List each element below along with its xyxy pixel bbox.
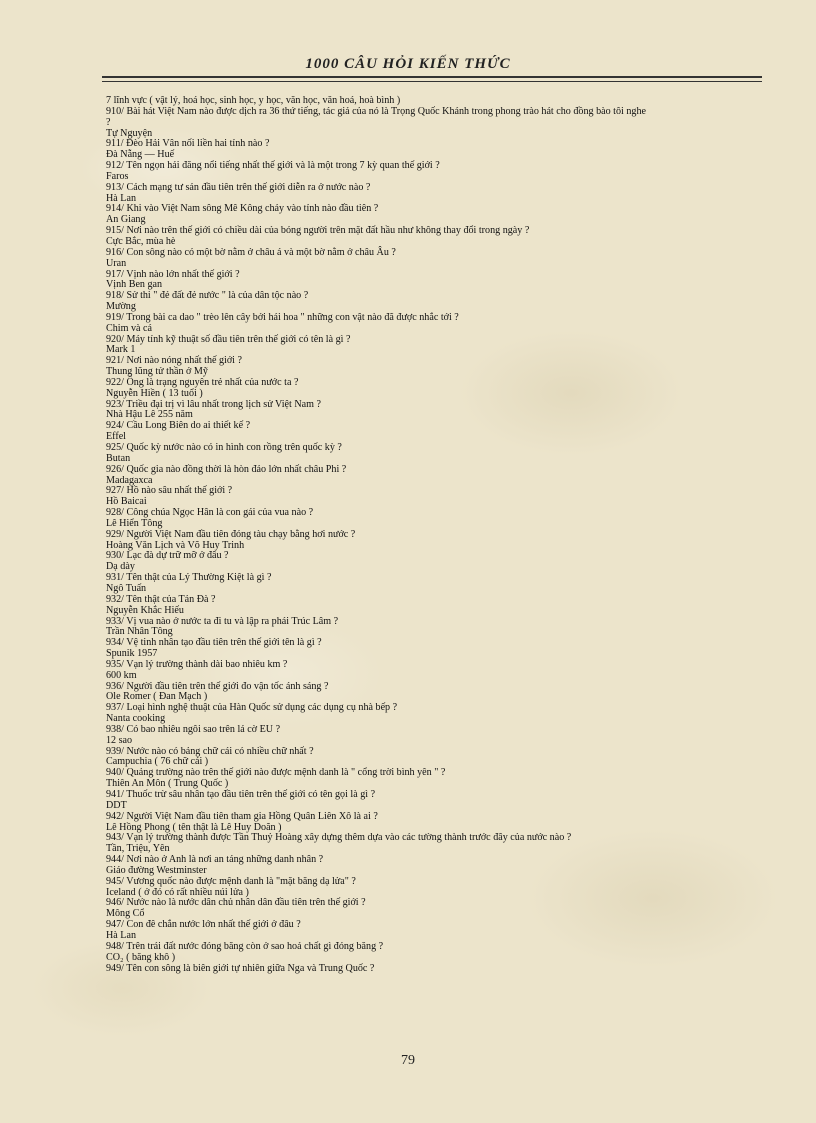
text-line: Đà Nẵng — Huế	[106, 149, 175, 161]
text-line: Tần, Triệu, Yên	[106, 843, 170, 855]
text-line: Nanta cooking	[106, 713, 166, 725]
text-line: 917/ Vịnh nào lớn nhất thế giới ?	[106, 268, 240, 280]
text-line: 910/ Bài hát Việt Nam nào được dịch ra 36 thứ tiếng, tác giả của nó là Trọng Quốc Khánh trong phong trào hát cho đồng bào tôi nghe	[106, 105, 646, 117]
text-line: Tự Nguyện	[106, 127, 153, 139]
text-line: 928/ Công chúa Ngọc Hân là con gái của vua nào ?	[106, 507, 314, 519]
text-line: 918/ Sử thi " đẻ đất đẻ nước " là của dân tộc nào ?	[106, 290, 309, 302]
text-line: Uran	[106, 257, 127, 269]
text-line: 919/ Trong bài ca dao " trèo lên cây bởi hái hoa " những con vật nào đã được nhắc tới ?	[106, 311, 459, 323]
text-line: Hà Lan	[106, 192, 136, 204]
text-line: 935/ Vạn lý trường thành dài bao nhiêu km ?	[106, 658, 288, 670]
text-line: 936/ Người đầu tiên trên thế giới đo vận tốc ánh sáng ?	[106, 680, 329, 692]
text-line: 932/ Tên thật của Tản Đà ?	[106, 593, 216, 605]
text-line: Chim và cá	[106, 322, 152, 334]
text-line: 946/ Nước nào là nước dân chủ nhân dân đầu tiên trên thế giới ?	[106, 897, 366, 909]
text-line: 914/ Khi vào Việt Nam sông Mê Kông chảy vào tỉnh nào đầu tiên ?	[106, 203, 379, 215]
text-line: 925/ Quốc kỳ nước nào có in hình con rồng trên quốc kỳ ?	[106, 442, 342, 453]
text-line: Mark 1	[106, 344, 136, 356]
text-line: 922/ Ông là trạng nguyên trẻ nhất của nước ta ?	[106, 376, 299, 388]
header-rule-thin	[102, 81, 762, 82]
text-line: Campuchia ( 76 chữ cái )	[106, 756, 209, 768]
text-line: 913/ Cách mạng tư sản đầu tiên trên thế giới diễn ra ở nước nào ?	[106, 181, 371, 193]
text-line: CO₂ ( băng khô )	[106, 951, 176, 963]
text-line: Ole Romer ( Đan Mạch )	[106, 691, 208, 703]
text-line: 940/ Quảng trường nào trên thế giới nào được mệnh danh là " cổng trời bình yên " ?	[106, 767, 446, 779]
text-line: Thiên An Môn ( Trung Quốc )	[106, 778, 229, 790]
text-line: Hà Lan	[106, 929, 136, 941]
text-line: 911/ Đèo Hải Vân nối liền hai tỉnh nào ?	[106, 138, 270, 150]
text-line: 947/ Con đê chắn nước lớn nhất thế giới ở đâu ?	[106, 919, 301, 931]
text-line: 927/ Hồ nào sâu nhất thế giới ?	[106, 485, 233, 497]
text-line: DDT	[106, 799, 127, 811]
text-line: ?	[106, 116, 111, 128]
text-line: 926/ Quốc gia nào đồng thời là hòn đảo lớn nhất châu Phi ?	[106, 463, 347, 475]
document-body	[106, 96, 756, 974]
header-title: 1000 CÂU HỎI KIẾN THỨC	[305, 56, 511, 72]
text-line: Hoàng Văn Lịch và Võ Huy Trinh	[106, 539, 245, 551]
text-line: 7 lĩnh vực ( vật lý, hoá học, sinh học, y học, văn học, văn hoá, hoà bình )	[106, 95, 401, 106]
text-line: 600 km	[106, 669, 137, 681]
text-line: 921/ Nơi nào nóng nhất thế giới ?	[106, 355, 242, 367]
text-line: 920/ Máy tính kỹ thuật số đầu tiên trên thế giới có tên là gì ?	[106, 333, 351, 345]
text-line: Nhà Hậu Lê 255 năm	[106, 409, 193, 421]
text-line: Vịnh Ben gan	[106, 279, 163, 291]
text-line: Ngô Tuấn	[106, 582, 147, 594]
text-line: 912/ Tên ngọn hải đăng nổi tiếng nhất thế giới và là một trong 7 kỳ quan thế giới ?	[106, 160, 440, 172]
text-line: Effel	[106, 431, 126, 443]
text-line: 924/ Cầu Long Biên do ai thiết kế ?	[106, 420, 251, 432]
text-line: Madagaxca	[106, 474, 153, 486]
text-line: Iceland ( ở đó có rất nhiều núi lửa )	[106, 886, 249, 898]
text-line: Spunik 1957	[106, 648, 158, 660]
text-line: 12 sao	[106, 734, 133, 746]
text-line: 934/ Vệ tinh nhân tạo đầu tiên trên thế giới tên là gì ?	[106, 637, 322, 649]
text-line: Hồ Baicai	[106, 496, 147, 508]
text-line: Dạ dày	[106, 561, 135, 573]
text-line: Thung lũng tử thần ở Mỹ	[106, 366, 208, 378]
text-line: Nguyễn Hiền ( 13 tuổi )	[106, 387, 203, 399]
text-line: 937/ Loại hình nghệ thuật của Hàn Quốc sử dụng các dụng cụ nhà bếp ?	[106, 702, 398, 714]
text-line: 915/ Nơi nào trên thế giới có chiều dài của bóng người trên mặt đất hầu như không thay đổi trong ngày ?	[106, 225, 530, 237]
text-line: 945/ Vương quốc nào được mệnh danh là "mặt băng dạ lửa" ?	[106, 875, 356, 887]
text-line: Cực Bắc, mùa hè	[106, 235, 176, 247]
text-line: Mường	[106, 301, 136, 313]
text-line: 939/ Nước nào có bảng chữ cái có nhiều chữ nhất ?	[106, 745, 314, 757]
text-line: 949/ Tên con sông là biên giới tự nhiên giữa Nga và Trung Quốc ?	[106, 962, 375, 974]
text-line: 948/ Trên trái đất nước đóng băng còn ở sao hoả chất gì đóng băng ?	[106, 940, 384, 952]
text-line: 933/ Vị vua nào ở nước ta đi tu và lập ra phái Trúc Lâm ?	[106, 615, 339, 627]
text-line: 930/ Lạc đà dự trữ mỡ ở đâu ?	[106, 550, 229, 562]
text-line: 931/ Tên thật của Lý Thường Kiệt là gì ?	[106, 572, 272, 584]
text-line: Butan	[106, 452, 131, 464]
text-line: 942/ Người Việt Nam đầu tiên tham gia Hồng Quân Liên Xô là ai ?	[106, 810, 378, 822]
text-line: Nguyễn Khắc Hiếu	[106, 604, 184, 616]
text-line: An Giang	[106, 214, 146, 226]
text-line: Faros	[106, 170, 129, 182]
text-line: 938/ Có bao nhiêu ngôi sao trên lá cờ EU ?	[106, 723, 281, 735]
text-line: Lê Hiển Tông	[106, 517, 163, 529]
text-line: Giáo đường Westminster	[106, 864, 207, 876]
text-line: 944/ Nơi nào ở Anh là nơi an táng những danh nhân ?	[106, 854, 324, 866]
text-line: Lê Hồng Phong ( tên thật là Lê Huy Doãn )	[106, 821, 282, 833]
text-line: 929/ Người Việt Nam đầu tiên đóng tàu chạy bằng hơi nước ?	[106, 528, 356, 540]
text-line: 923/ Triều đại trị vì lâu nhất trong lịch sử Việt Nam ?	[106, 398, 321, 410]
page-number: 79	[401, 1053, 415, 1068]
text-line: 916/ Con sông nào có một bờ nằm ở châu á và một bờ nằm ở châu Âu ?	[106, 246, 396, 258]
text-line: Trần Nhân Tông	[106, 626, 173, 638]
text-line: 943/ Vạn lý trường thành được Tần Thuỷ Hoàng xây dựng thêm dựa vào các tường thành trước đây của nước nào ?	[106, 832, 572, 844]
text-line: 941/ Thuốc trừ sâu nhân tạo đầu tiên trên thế giới có tên gọi là gì ?	[106, 789, 376, 800]
text-line: Mông Cổ	[106, 908, 145, 920]
header-rule-thick	[102, 76, 762, 78]
